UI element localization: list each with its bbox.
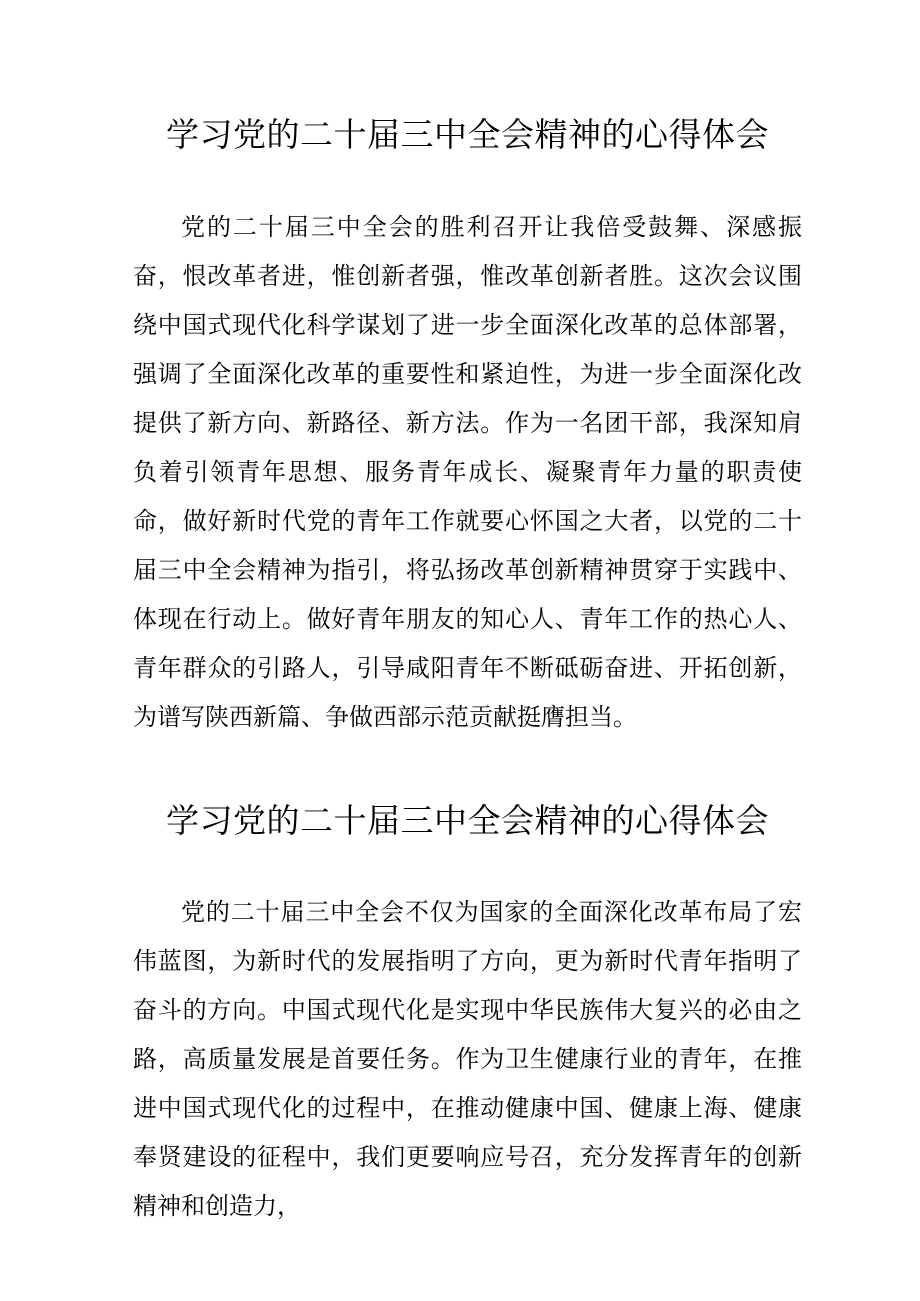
section-2-paragraph: 党的二十届三中全会不仅为国家的全面深化改革布局了宏伟蓝图，为新时代的发展指明了方向，更为新时代青年指明了奋斗的方向。中国式现代化是实现中华民族伟大复兴的必由之路，高质量发展是首要任务。作为卫生健康行业的青年，在推进中国式现代化的过程中，在推动健康中国、健康上海、健康奉贤建设的征程中，我们更要响应号召，充分发挥青年的创新精神和创造力， [133, 898, 802, 1220]
section-2-title: 学习党的二十届三中全会精神的心得体会 [166, 801, 769, 840]
section-1-title: 学习党的二十届三中全会精神的心得体会 [166, 115, 769, 154]
section-1-paragraph: 党的二十届三中全会的胜利召开让我倍受鼓舞、深感振奋，恨改革者进，惟创新者强，惟改革创新者胜。这次会议围绕中国式现代化科学谋划了进一步全面深化改革的总体部署，强调了全面深化改革的重要性和紧迫性，为进一步全面深化改提供了新方向、新路径、新方法。作为一名团干部，我深知肩负着引领青年思想、服务青年成长、凝聚青年力量的职责使命，做好新时代党的青年工作就要心怀国之大者，以党的二十届三中全会精神为指引，将弘扬改革创新精神贯穿于实践中、体现在行动上。做好青年朋友的知心人、青年工作的热心人、青年群众的引路人，引导咸阳青年不断砥砺奋进、开拓创新，为谱写陕西新篇、争做西部示范贡献挺膺担当。 [133, 213, 802, 731]
